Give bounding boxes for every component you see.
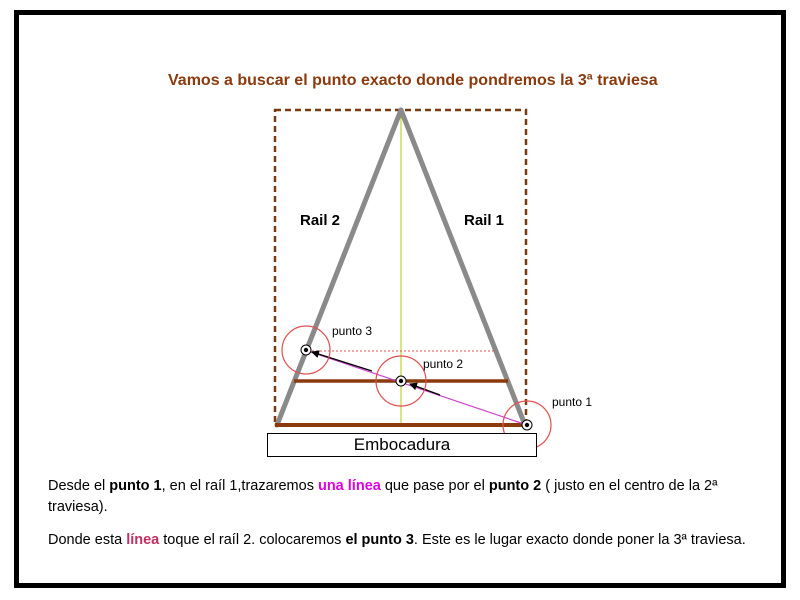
rail-2-label: Rail 2	[300, 212, 341, 229]
p1-text-3: que pase por el	[380, 478, 489, 494]
instruction-paragraph-1	[48, 476, 758, 518]
p2-bold-punto-3: el punto 3	[345, 532, 414, 548]
p2-text-1: Donde esta	[48, 532, 127, 548]
instruction-paragraph-2	[48, 530, 758, 551]
p2-text-2: toque el raíl 2. colocaremos	[159, 532, 346, 548]
punto-3-marker	[301, 345, 311, 355]
p1-bold-punto-2: punto 2	[488, 478, 542, 494]
punto-2-marker	[396, 376, 406, 386]
punto-3-label: punto 3	[332, 324, 373, 338]
p1-bold-punto-1: punto 1	[109, 478, 162, 494]
slide-title: Vamos a buscar el punto exacto donde pondremos la 3ª traviesa	[168, 72, 658, 89]
p1-text-1: Desde el	[48, 478, 110, 494]
rail-2-line	[277, 110, 401, 425]
embocadura-box	[267, 433, 537, 457]
punto-1-label: punto 1	[552, 395, 593, 409]
punto-1-marker	[522, 420, 532, 430]
p2-text-3: . Este es le lugar exacto donde poner la 3ª traviesa.	[413, 532, 746, 548]
p1-text-4: ( justo en el centro de la 2ª traviesa).	[48, 478, 718, 515]
rail-1-label: Rail 1	[464, 212, 505, 229]
punto-2-label: punto 2	[423, 357, 464, 371]
embocadura-label: Embocadura	[353, 435, 451, 454]
rail-1-line	[401, 110, 525, 425]
p1-highlight-linea: una línea	[317, 478, 381, 494]
p1-text-2: , en el raíl 1,trazaremos	[161, 478, 318, 494]
p2-highlight-linea: línea	[126, 532, 160, 548]
